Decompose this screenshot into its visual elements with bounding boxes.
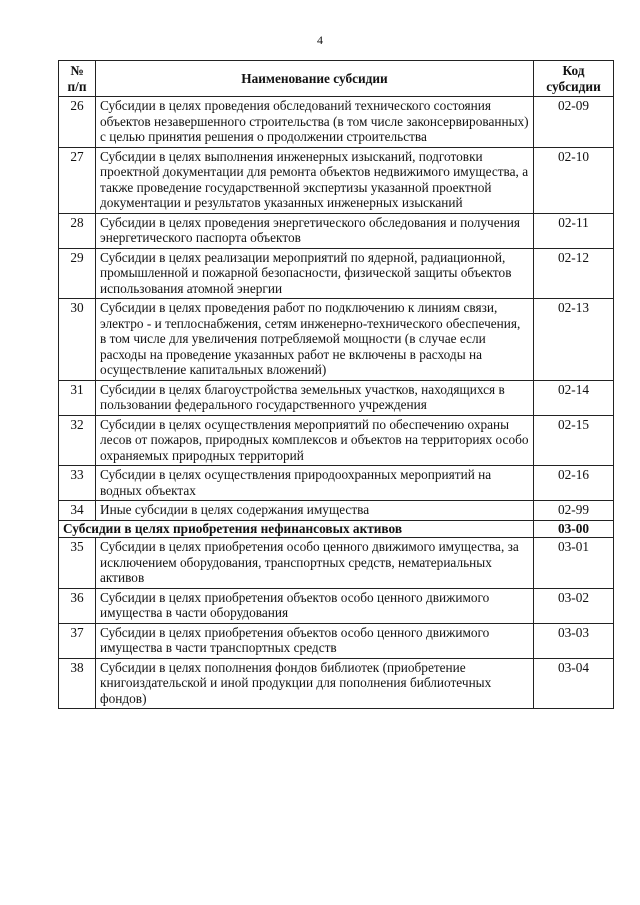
row-number: 37 — [59, 623, 96, 658]
section-title: Субсидии в целях приобретения нефинансовых активов — [59, 520, 534, 538]
table-row — [59, 380, 614, 415]
table-row — [59, 213, 614, 248]
subsidy-codes-table — [58, 60, 614, 709]
row-name: Субсидии в целях приобретения объектов особо ценного движимого имущества в части транспортных средств — [96, 623, 534, 658]
row-number: 34 — [59, 501, 96, 521]
row-name: Субсидии в целях выполнения инженерных изысканий, подготовки проектной документации для ремонта объектов недвижимого имущества, а также проведение государственной экспертизы указанной проектной документации и результатов указанных инженерных изысканий — [96, 147, 534, 213]
row-name: Иные субсидии в целях содержания имущества — [96, 501, 534, 521]
row-name: Субсидии в целях реализации мероприятий по ядерной, радиационной, промышленной и пожарной безопасности, физической защиты объектов использования атомной энергии — [96, 248, 534, 299]
row-name: Субсидии в целях проведения обследований технического состояния объектов незавершенного строительства (в том числе законсервированных) с целью принятия решения о продолжении строительства — [96, 97, 534, 148]
row-name: Субсидии в целях приобретения особо ценного движимого имущества, за исключением оборудования, транспортных средств, нематериальных активов — [96, 538, 534, 589]
row-code: 03-04 — [534, 658, 614, 709]
row-number: 26 — [59, 97, 96, 148]
row-code: 02-09 — [534, 97, 614, 148]
table-row — [59, 658, 614, 709]
row-number: 38 — [59, 658, 96, 709]
header-name: Наименование субсидии — [96, 61, 534, 97]
header-code-line2: субсидии — [546, 78, 601, 94]
row-code: 03-01 — [534, 538, 614, 589]
header-number — [59, 61, 96, 97]
table-row — [59, 299, 614, 381]
row-number: 29 — [59, 248, 96, 299]
table-row — [59, 248, 614, 299]
table-row — [59, 623, 614, 658]
header-number-line2: п/п — [67, 78, 87, 94]
row-code: 03-02 — [534, 588, 614, 623]
row-number: 30 — [59, 299, 96, 381]
row-code: 02-13 — [534, 299, 614, 381]
row-name: Субсидии в целях пополнения фондов библиотек (приобретение книгоиздательской и иной продукции для пополнения библиотечных фондов) — [96, 658, 534, 709]
row-number: 31 — [59, 380, 96, 415]
row-name: Субсидии в целях благоустройства земельных участков, находящихся в пользовании федерального государственного учреждения — [96, 380, 534, 415]
row-number: 33 — [59, 466, 96, 501]
header-code-line1: Код — [562, 63, 585, 78]
row-code: 02-99 — [534, 501, 614, 521]
header-code — [534, 61, 614, 97]
row-code: 02-11 — [534, 213, 614, 248]
table-row — [59, 538, 614, 589]
table-row — [59, 588, 614, 623]
table-body — [59, 97, 614, 709]
row-number: 27 — [59, 147, 96, 213]
row-number: 35 — [59, 538, 96, 589]
page-number: 4 — [317, 33, 323, 47]
row-number: 32 — [59, 415, 96, 466]
row-name: Субсидии в целях осуществления мероприятий по обеспечению охраны лесов от пожаров, природных комплексов и объектов на территориях особо охраняемых природных территорий — [96, 415, 534, 466]
row-code: 03-03 — [534, 623, 614, 658]
row-code: 02-10 — [534, 147, 614, 213]
table-row — [59, 147, 614, 213]
row-code: 02-15 — [534, 415, 614, 466]
row-code: 02-16 — [534, 466, 614, 501]
row-name: Субсидии в целях осуществления природоохранных мероприятий на водных объектах — [96, 466, 534, 501]
row-code: 02-12 — [534, 248, 614, 299]
section-row — [59, 520, 614, 538]
header-number-line1: № — [70, 63, 84, 78]
row-name: Субсидии в целях проведения работ по подключению к линиям связи, электро - и теплоснабжения, сетям инженерно-технического обеспечения, в том числе для увеличения потребляемой мощности (в случае если расходы на проведение указанных работ не включены в расходы на осуществление капитальных вложений) — [96, 299, 534, 381]
section-code: 03-00 — [534, 520, 614, 538]
table-row — [59, 466, 614, 501]
row-number: 36 — [59, 588, 96, 623]
row-name: Субсидии в целях приобретения объектов особо ценного движимого имущества в части оборудования — [96, 588, 534, 623]
table-row — [59, 501, 614, 521]
row-name: Субсидии в целях проведения энергетического обследования и получения энергетического паспорта объектов — [96, 213, 534, 248]
table-row — [59, 97, 614, 148]
table-row — [59, 415, 614, 466]
table-header-row — [59, 61, 614, 97]
row-number: 28 — [59, 213, 96, 248]
row-code: 02-14 — [534, 380, 614, 415]
